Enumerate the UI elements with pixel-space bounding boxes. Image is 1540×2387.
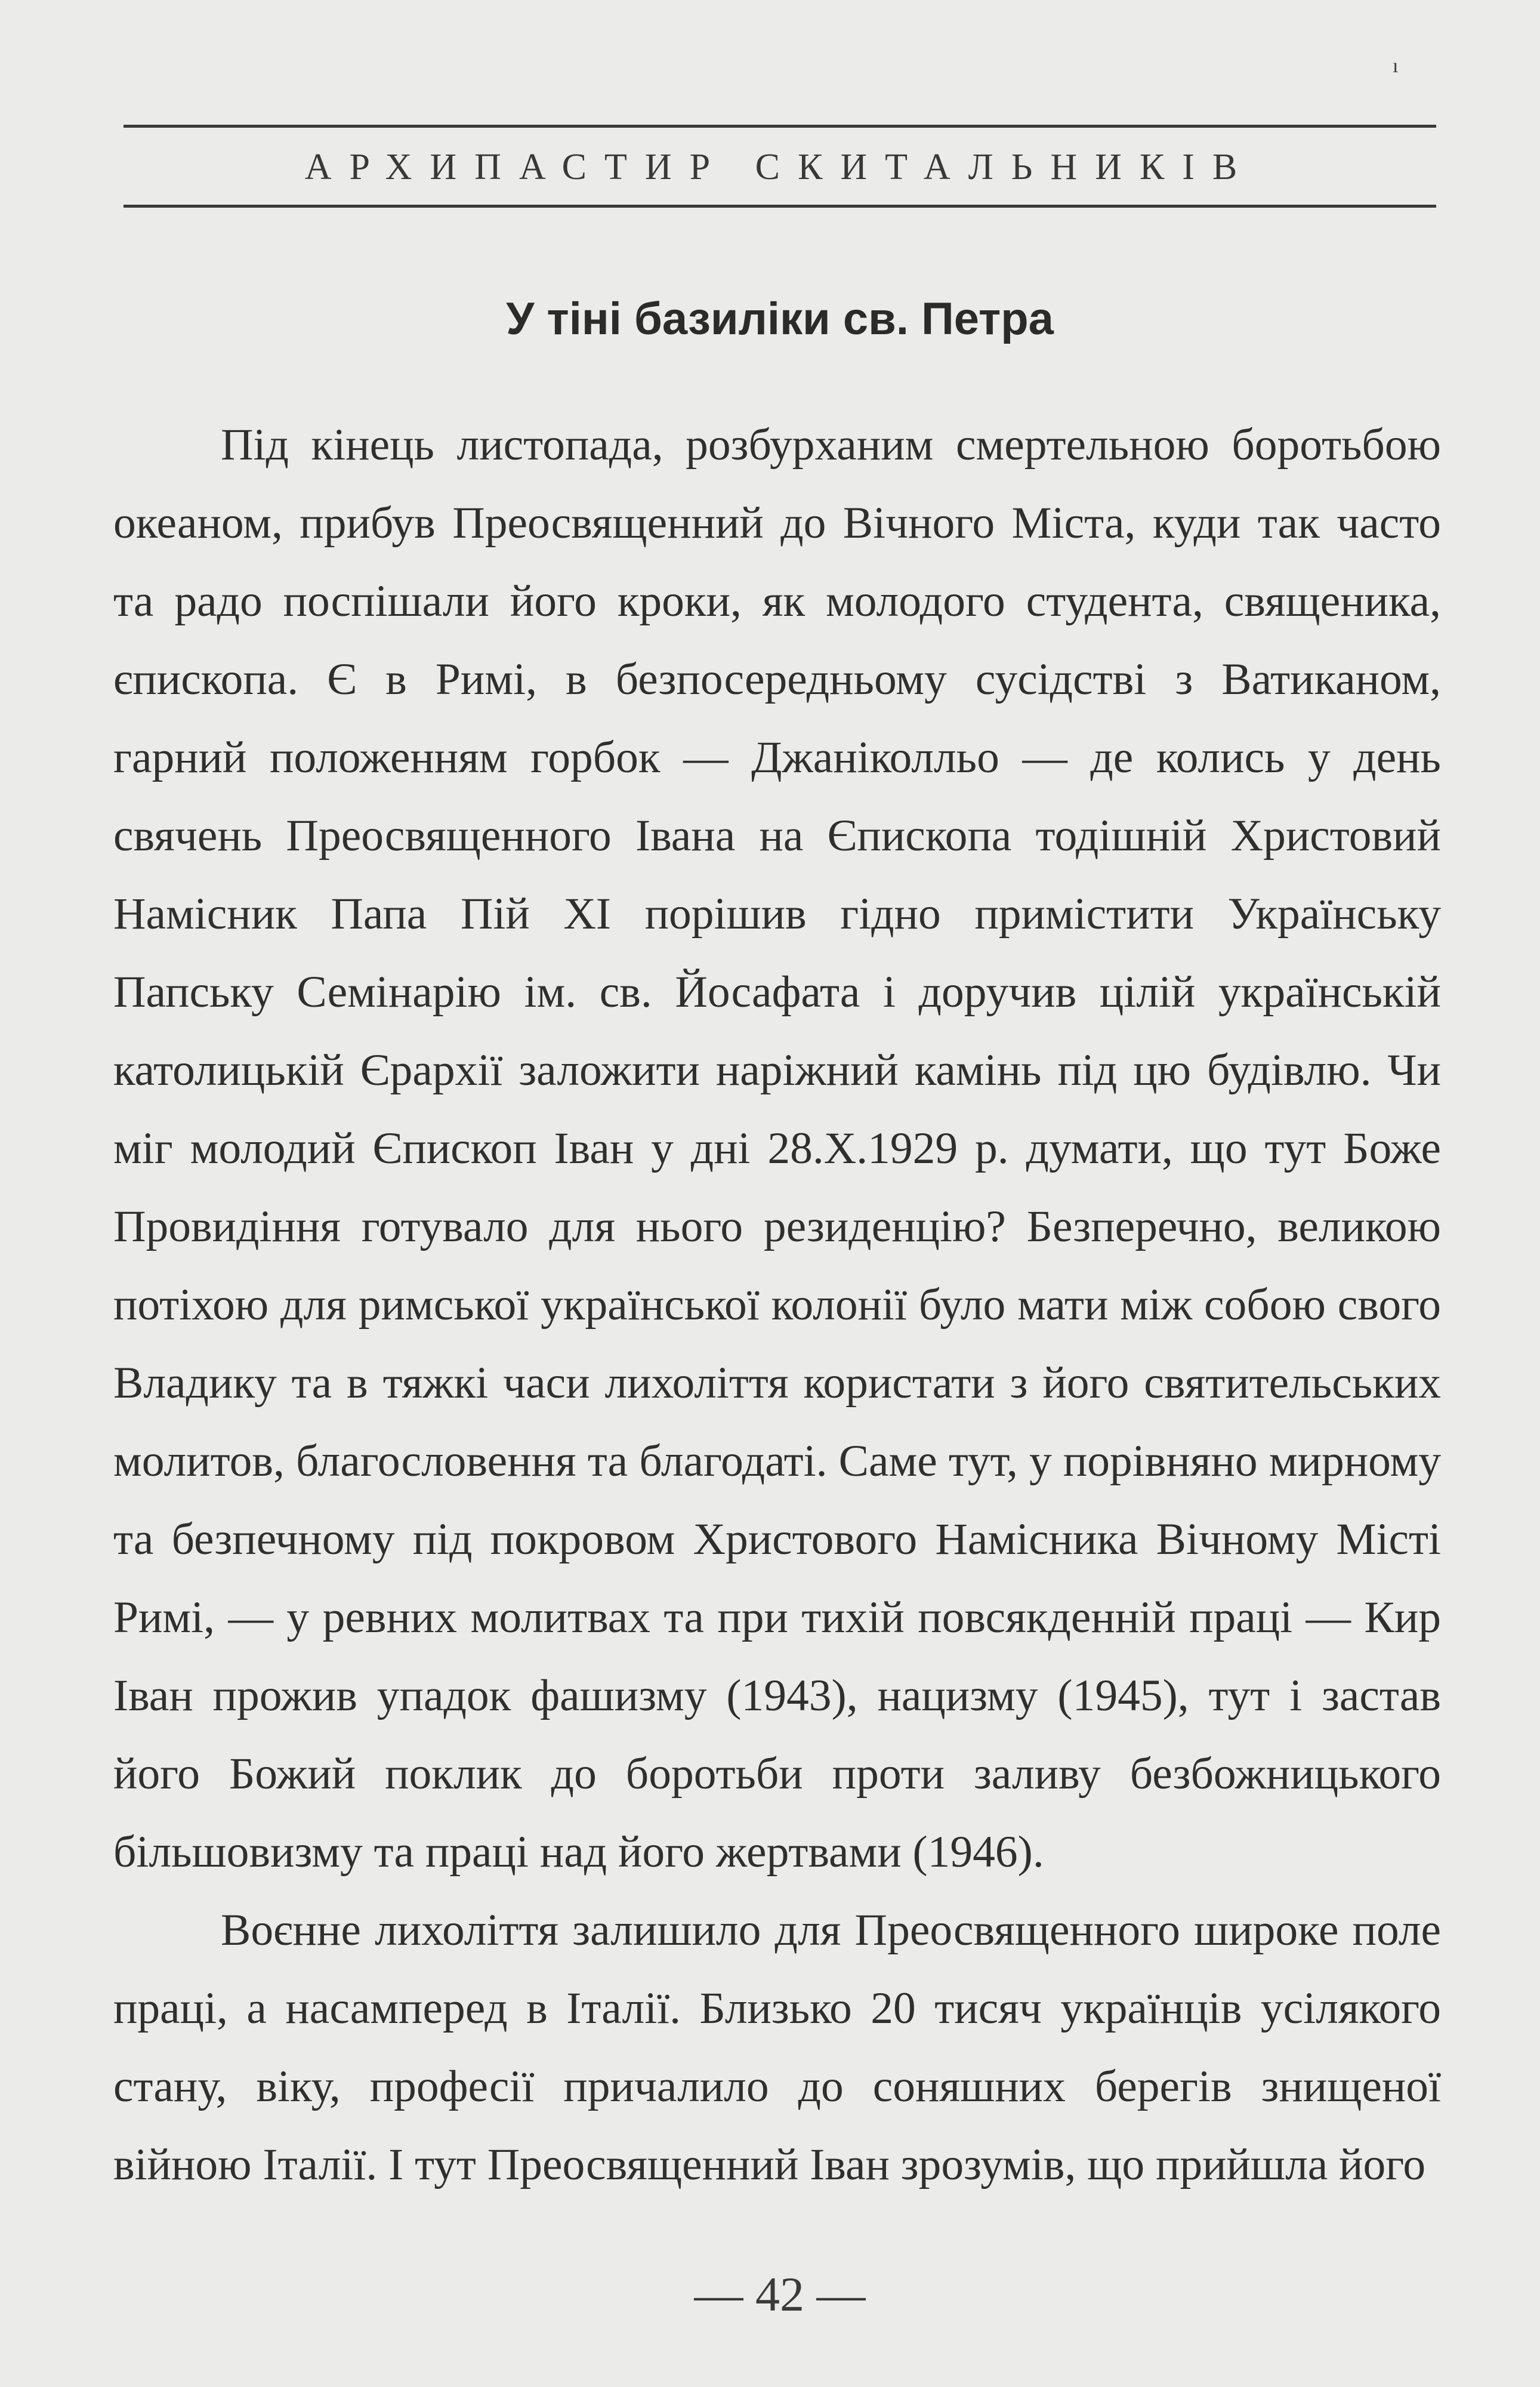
page-mark: ı: [1393, 55, 1399, 77]
body-text: [113, 406, 1441, 2204]
page-number: — 42 —: [694, 2267, 866, 2321]
paragraph-1: Під кінець листопада, розбурханим смертельною боротьбою океаном, прибув Преосвященний до Вічного Міста, куди так часто та радо поспішали його кроки, як молодого студента, священика, єпископа. Є в Римі, в безпосередньому сусідстві з Ватиканом, гарний положенням горбок — Джаніколльо — де колись у день свячень Преосвященного Івана на Єпископа тодішній Христовий Намісник Папа Пій XI порішив гідно примістити Українську Папську Семінарію ім. св. Йосафата і доручив цілій українській католицькій Єрархії заложити наріжний камінь під цю будівлю. Чи міг молодий Єпископ Іван у дні 28.X.1929 р. думати, що тут Боже Провидіння готувало для нього резиденцію? Безперечно, великою потіхою для римської української колонії було мати між собою свого Владику та в тяжкі часи лихоліття користати з його святительських молитов, благословення та благодаті. Саме тут, у порівняно мирному та безпечному під покровом Христового Намісника Вічному Місті Римі, — у ревних молитвах та при тихій повсякденній праці — Кир Іван прожив упадок фашизму (1943), нацизму (1945), тут і застав його Божий поклик до боротьби проти заливу безбожницького більшовизму та праці над його жертвами (1946).: [113, 420, 1441, 1877]
header-rule-bottom: [124, 205, 1436, 208]
section-title: У тіні базиліки св. Петра: [506, 294, 1054, 344]
running-head: АРХИПАСТИР СКИТАЛЬНИКІВ: [304, 147, 1255, 187]
paragraph-2: Воєнне лихоліття залишило для Преосвященного широке поле праці, а насамперед в Італії. Близько 20 тисяч українців усілякого стану, віку, професії причалило до соняшних берегів знищеної війною Італії. І тут Преосвященний Іван зрозумів, що прийшла його: [113, 1905, 1441, 2189]
header-rule-top: [124, 125, 1436, 128]
